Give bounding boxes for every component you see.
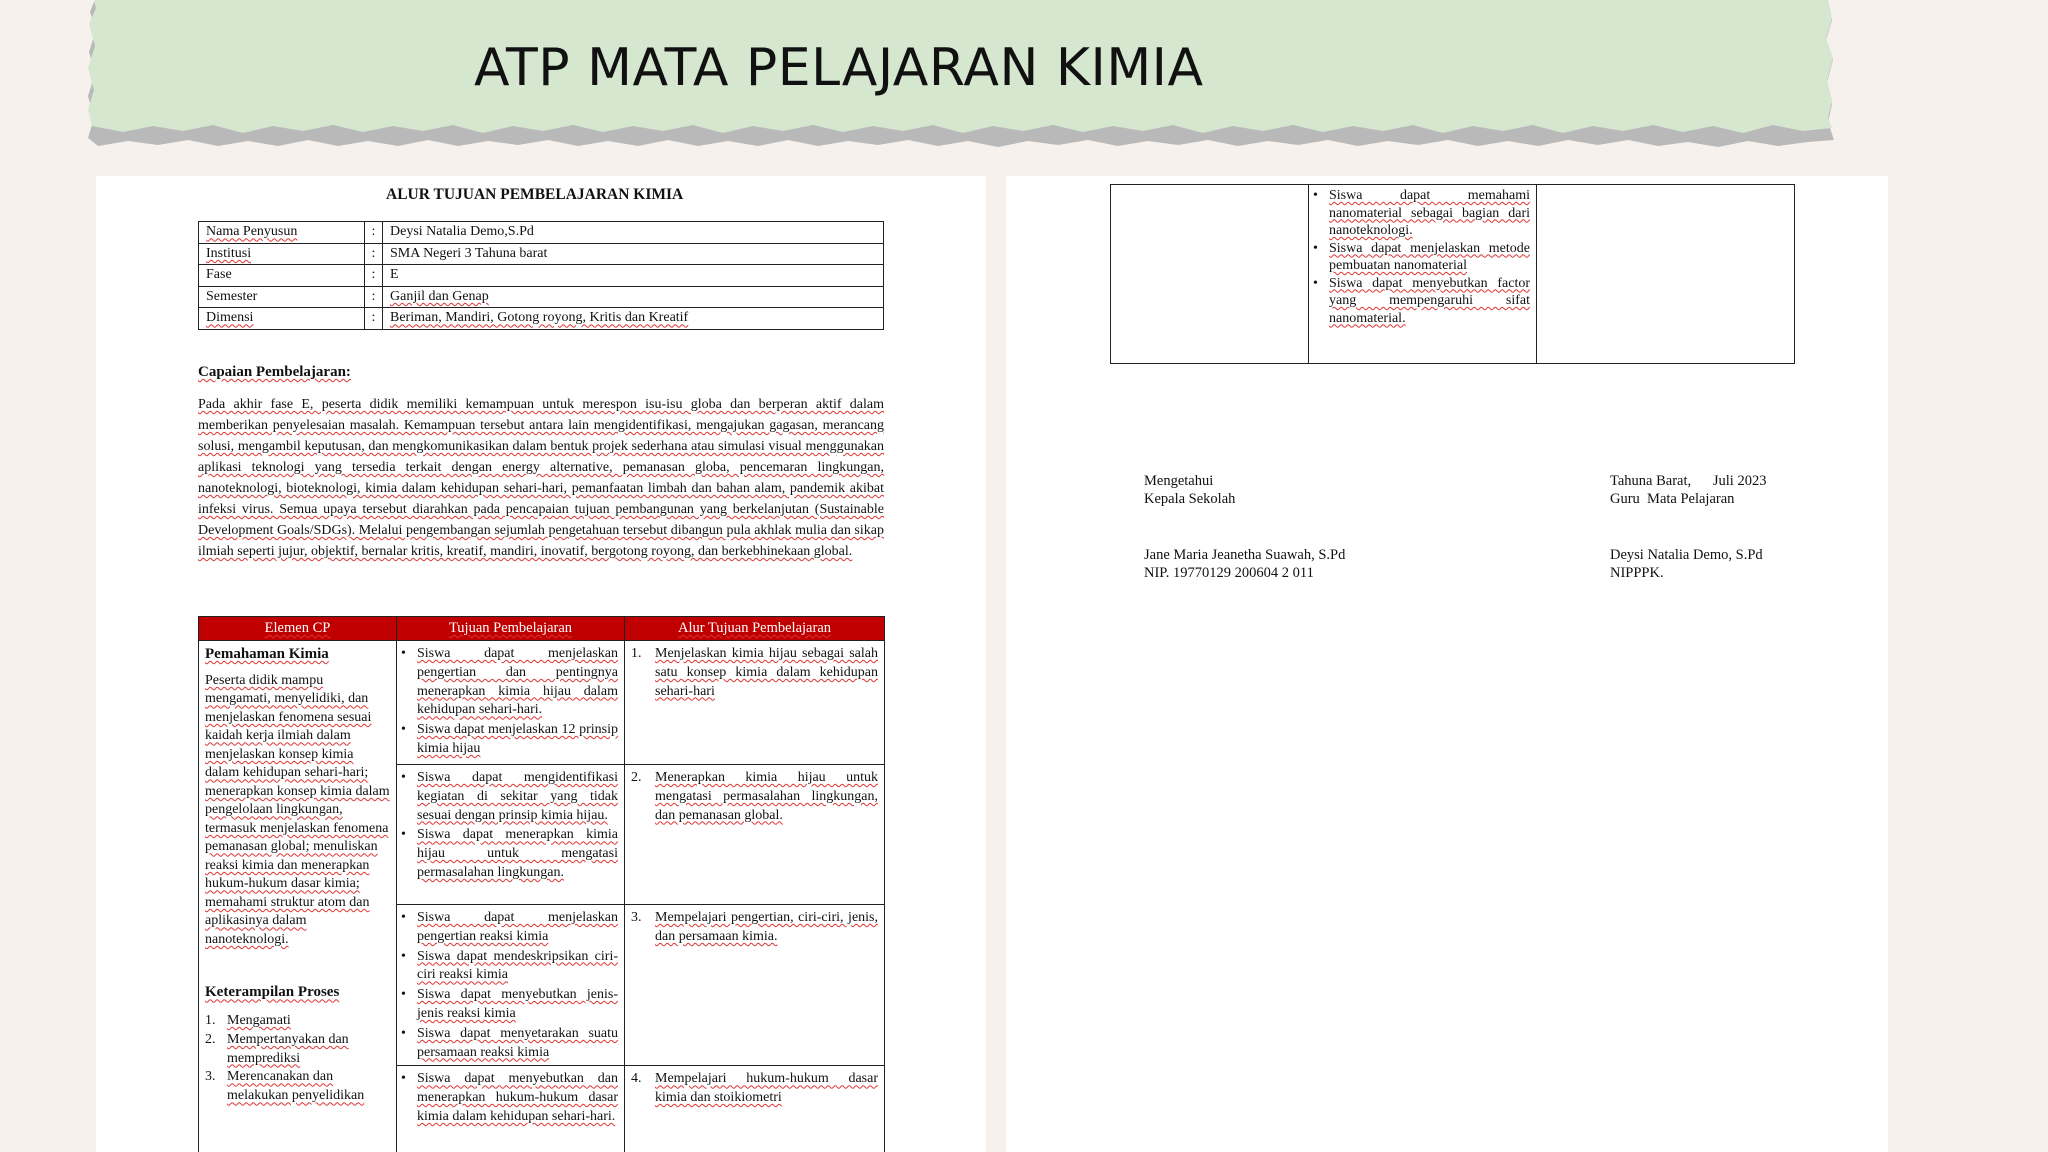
list-item: • Siswa dapat menyebutkan factor yang mempengaruhi sifat nanomaterial.: [1313, 275, 1530, 326]
list-item: • Siswa dapat menjelaskan metode pembuatan nanomaterial: [1313, 240, 1530, 273]
list-item: 1. Mengamati: [205, 1013, 291, 1029]
list-item: • Siswa dapat menyebutkan dan menerapkan hukum-hukum dasar kimia dalam kehidupan sehari-hari.: [401, 1071, 618, 1124]
skills-list: [205, 1012, 390, 1106]
continued-table: [1110, 184, 1795, 364]
header-elemen-cp: Elemen CP: [199, 617, 397, 641]
info-value: SMA Negeri 3 Tahuna barat: [383, 243, 884, 265]
document-heading: ALUR TUJUAN PEMBELAJARAN KIMIA: [386, 186, 684, 203]
document-page-1: [96, 176, 986, 1152]
info-sep: :: [365, 308, 383, 330]
signature-left-line2: Kepala Sekolah: [1144, 491, 1236, 507]
tujuan-cell: [1309, 185, 1537, 364]
slide-title: ATP MATA PELAJARAN KIMIA: [474, 38, 1204, 98]
info-key: Dimensi: [199, 308, 365, 330]
atp-row: [1111, 185, 1795, 364]
signature-left-line1: Mengetahui: [1144, 473, 1214, 489]
list-item: • Siswa dapat menjelaskan pengertian reaksi kimia: [401, 910, 618, 944]
skills-title: Keterampilan Proses: [205, 984, 340, 1001]
info-value: Deysi Natalia Demo,S.Pd: [383, 222, 884, 244]
signature-left: [1144, 472, 1345, 582]
info-value: Beriman, Mandiri, Gotong royong, Kritis dan Kreatif: [383, 308, 884, 330]
signature-right-line2: Guru Mata Pelajaran: [1610, 491, 1735, 507]
info-key: Institusi: [199, 243, 365, 265]
tujuan-cell: [397, 1066, 625, 1152]
info-key: Nama Penyusun: [199, 222, 365, 244]
info-sep: :: [365, 243, 383, 265]
tujuan-cell: [397, 905, 625, 1066]
capaian-title: Capaian Pembelajaran:: [198, 364, 351, 380]
elemen-title: Pemahaman Kimia: [205, 646, 329, 662]
document-page-2: [1006, 176, 1888, 1152]
info-row: [199, 243, 884, 265]
alur-cell: 1. Menjelaskan kimia hijau sebagai salah satu konsep kimia dalam kehidupan sehari-hari: [625, 641, 885, 765]
signature-right: [1610, 472, 1766, 582]
alur-cell: 3. Mempelajari pengertian, ciri-ciri, jenis, dan persamaan kimia.: [625, 905, 885, 1066]
info-row: [199, 265, 884, 287]
elemen-text: Peserta didik mampu mengamati, menyelidiki, dan menjelaskan fenomena sesuai kaidah kerja ilmiah dalam menjelaskan konsep kimia dalam kehidupan sehari-hari; menerapkan konsep kimia dalam pengelolaan lingkungan, termasuk menjelaskan fenomena pemanasan global; menuliskan reaksi kimia dan menerapkan hukum-hukum dasar kimia; memahami struktur atom dan aplikasinya dalam nanoteknologi.: [205, 672, 390, 947]
info-row: [199, 286, 884, 308]
list-item: • Siswa dapat menerapkan kimia hijau untuk mengatasi permasalahan lingkungan.: [401, 827, 618, 880]
info-sep: :: [365, 265, 383, 287]
teacher-nip: NIPPPK.: [1610, 565, 1664, 581]
atp-header-row: [199, 617, 885, 641]
headmaster-nip: NIP. 19770129 200604 2 011: [1144, 565, 1314, 581]
headmaster-name: Jane Maria Jeanetha Suawah, S.Pd: [1144, 547, 1346, 563]
list-item: • Siswa dapat menyebutkan jenis-jenis reaksi kimia: [401, 987, 618, 1021]
atp-table: [198, 616, 885, 1152]
capaian-text: Pada akhir fase E, peserta didik memiliki kemampuan untuk merespon isu-isu globa dan berperan aktif dalam memberikan penyelesaian masalah. Kemampuan tersebut antara lain mengidentifikasi, mengajukan gagasan, merancang solusi, mengambil keputusan, dan mengkomunikasikan dalam bentuk projek sederhana atau simulasi visual menggunakan aplikasi teknologi yang tersedia terkait dengan energy alternative, pemanasan globa, pencemaran lingkungan, nanoteknologi, bioteknologi, kimia dalam kehidupan sehari-hari, pemanfaatan limbah dan bahan alam, pandemik akibat infeksi virus. Semua upaya tersebut diarahkan pada pencapaian tujuan pembangunan yang berkelanjutan (Sustainable Development Goals/SDGs). Melalui pengembangan sejumlah pengetahuan tersebut dibangun pula akhlak mulia dan sikap ilmiah seperti jujur, objektif, bernalar kritis, kreatif, mandiri, inovatif, bergotong royong, dan berkebhinekaan global.: [198, 397, 884, 559]
info-row: [199, 222, 884, 244]
elemen-cell: [1111, 185, 1309, 364]
teacher-name: Deysi Natalia Demo, S.Pd: [1610, 547, 1763, 563]
tujuan-cell: [397, 641, 625, 765]
title-banner: [88, 0, 1836, 170]
signature-right-line1: Tahuna Barat, Juli 2023: [1610, 473, 1767, 489]
info-row: [199, 308, 884, 330]
list-item: • Siswa dapat menyetarakan suatu persamaan reaksi kimia: [401, 1025, 618, 1060]
alur-cell: [1537, 185, 1795, 364]
list-item: • Siswa dapat menjelaskan pengertian dan pentingnya menerapkan kimia hijau dalam kehidupan sehari-hari.: [401, 646, 618, 718]
info-value: Ganjil dan Genap: [383, 286, 884, 308]
list-item: • Siswa dapat mendeskripsikan ciri-ciri reaksi kimia: [401, 948, 618, 983]
info-sep: :: [365, 222, 383, 244]
list-item: • Siswa dapat menjelaskan 12 prinsip kimia hijau: [401, 722, 618, 756]
info-table: [198, 221, 884, 330]
header-alur: Alur Tujuan Pembelajaran: [625, 617, 885, 641]
info-value: E: [383, 265, 884, 287]
info-key: Fase: [199, 265, 365, 287]
tujuan-cell: [397, 765, 625, 905]
atp-row: [199, 641, 885, 765]
alur-cell: 4. Mempelajari hukum-hukum dasar kimia dan stoikiometri: [625, 1066, 885, 1152]
info-sep: :: [365, 286, 383, 308]
header-tujuan: Tujuan Pembelajaran: [397, 617, 625, 641]
list-item: • Siswa dapat mengidentifikasi kegiatan di sekitar yang tidak sesuai dengan prinsip kimia hijau.: [401, 770, 618, 823]
elemen-cell: [199, 641, 397, 1152]
alur-cell: 2. Menerapkan kimia hijau untuk mengatasi permasalahan lingkungan, dan pemanasan global.: [625, 765, 885, 905]
info-key: Semester: [199, 286, 365, 308]
list-item: • Siswa dapat memahami nanomaterial sebagai bagian dari nanoteknologi.: [1313, 188, 1530, 238]
list-item: 3. Merencanakan dan melakukan penyelidikan: [205, 1069, 365, 1104]
list-item: 2. Mempertanyakan dan memprediksi: [205, 1031, 349, 1066]
